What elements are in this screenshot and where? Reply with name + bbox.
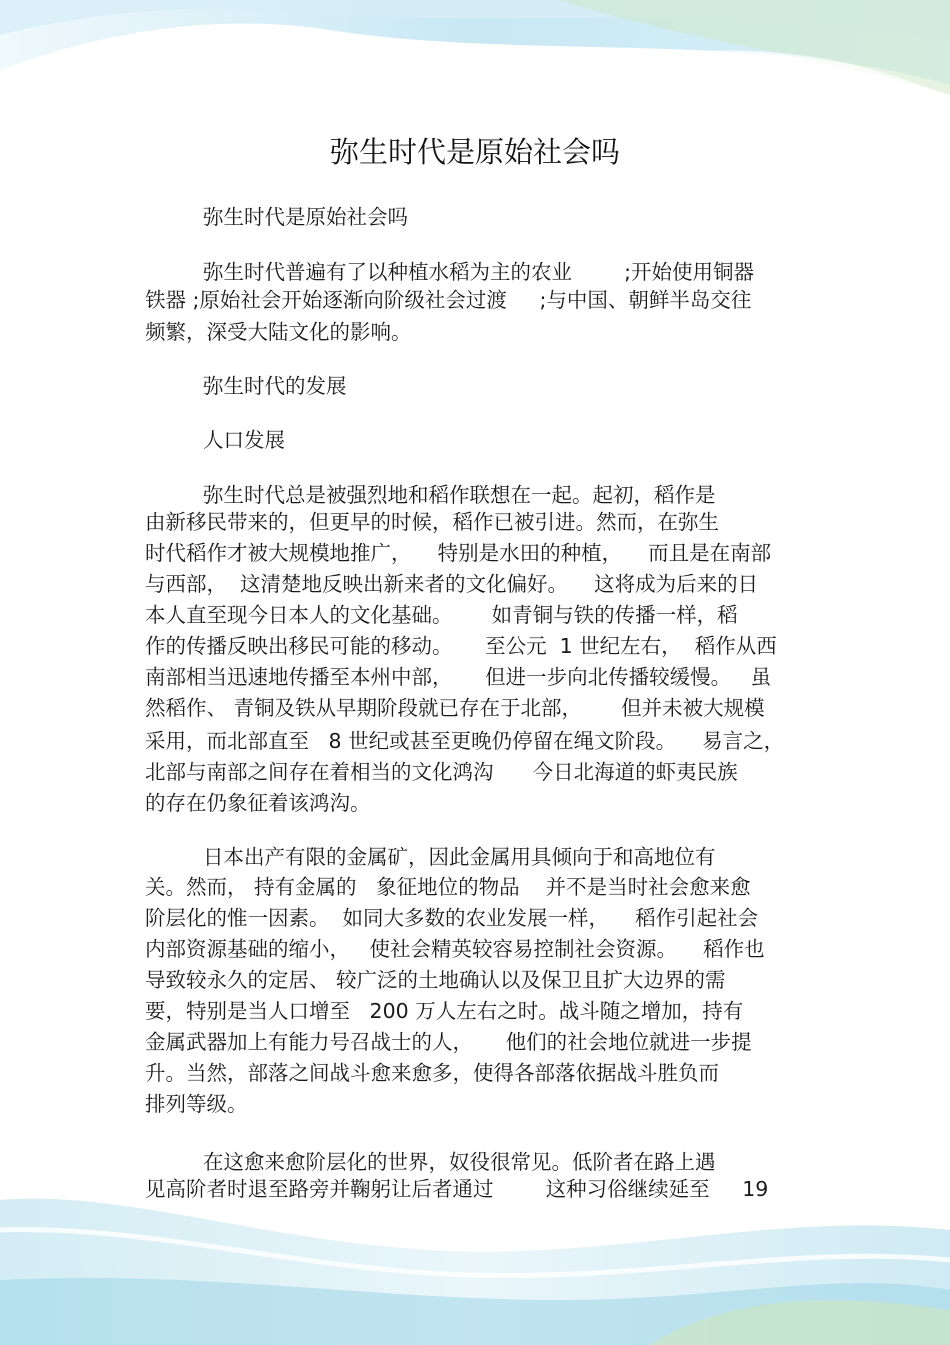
paragraph-line: 北部与南部之间存在着相当的文化鸿沟 今日北海道的虾夷民族: [145, 760, 738, 784]
paragraph-line: 的存在仍象征着该鸿沟。: [145, 791, 371, 815]
paragraph-line: 排列等级。: [145, 1092, 248, 1116]
paragraph-line: 日本出产有限的金属矿，因此金属用具倾向于和高地位有: [203, 845, 716, 869]
paragraph-line: 本人直至现今日本人的文化基础。 如青铜与铁的传播一样，稻: [145, 603, 738, 627]
paragraph-line: 弥生时代普遍有了以种植水稻为主的农业 ;开始使用铜器: [203, 260, 755, 284]
paragraph-line: 见高阶者时退至路旁并鞠躬让后者通过 这种习俗继续延至 19: [145, 1177, 769, 1201]
section-heading: 人口发展: [203, 428, 285, 452]
paragraph-line: 作的传播反映出移民可能的移动。 至公元 1 世纪左右， 稻作从西: [145, 634, 777, 658]
paragraph-line: 南部相当迅速地传播至本州中部， 但进一步向北传播较缓慢。 虽: [145, 665, 772, 689]
paragraph-line: 内部资源基础的缩小， 使社会精英较容易控制社会资源。 稻作也: [145, 937, 765, 961]
paragraph-line: 然稻作、 青铜及铁从早期阶段就已存在于北部， 但并未被大规模: [145, 696, 765, 720]
paragraph-line: 弥生时代是原始社会吗: [203, 205, 408, 229]
paragraph-line: 关。然而， 持有金属的 象征地位的物品 并不是当时社会愈来愈: [145, 875, 751, 899]
paragraph-line: 采用，而北部直至 8 世纪或甚至更晚仍停留在绳文阶段。 易言之，: [145, 729, 785, 753]
paragraph-line: 在这愈来愈阶层化的世界，奴役很常见。低阶者在路上遇: [203, 1150, 716, 1174]
section-heading: 弥生时代的发展: [203, 374, 347, 398]
paragraph-line: 导致较永久的定居、 较广泛的土地确认以及保卫且扩大边界的需: [145, 968, 726, 992]
paragraph-line: 阶层化的惟一因素。 如同大多数的农业发展一样， 稻作引起社会: [145, 906, 759, 930]
paragraph-line: 频繁，深受大陆文化的影响。: [145, 320, 412, 344]
paragraph-line: 金属武器加上有能力号召战士的人， 他们的社会地位就进一步提: [145, 1030, 752, 1054]
paragraph-line: 铁器 ;原始社会开始逐渐向阶级社会过渡 ;与中国、朝鲜半岛交往: [145, 288, 752, 312]
paragraph-line: 时代稻作才被大规模地推广， 特别是水田的种植， 而且是在南部: [145, 541, 772, 565]
paragraph-line: 要，特别是当人口增至 200 万人左右之时。战斗随之增加，持有: [145, 999, 744, 1023]
paragraph-line: 与西部， 这清楚地反映出新来者的文化偏好。 这将成为后来的日: [145, 572, 759, 596]
paragraph-line: 升。当然，部落之间战斗愈来愈多，使得各部落依据战斗胜负而: [145, 1061, 719, 1085]
paragraph-line: 由新移民带来的，但更早的时候，稻作已被引进。然而，在弥生: [145, 510, 719, 534]
paragraph-line: 弥生时代总是被强烈地和稻作联想在一起。起初，稻作是: [203, 483, 716, 507]
document-title: 弥生时代是原始社会吗: [329, 135, 620, 169]
